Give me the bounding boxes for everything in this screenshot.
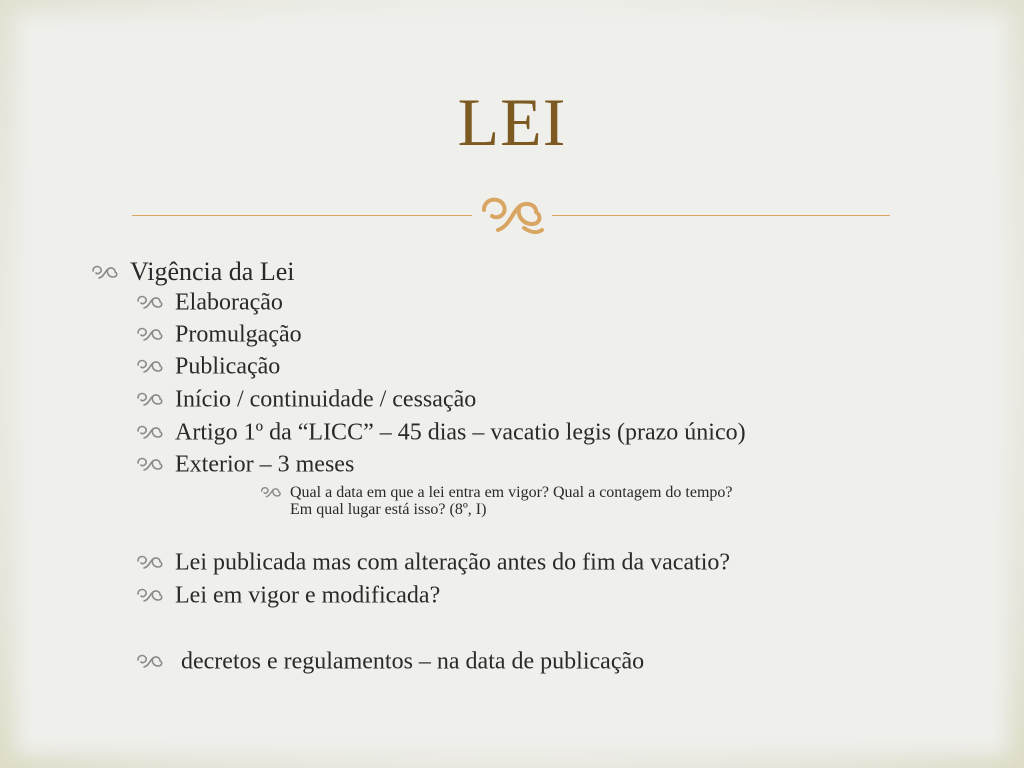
- slide-title: LEI: [457, 84, 567, 160]
- list-item-text: Artigo 1º da “LICC” – 45 dias – vacatio legis (prazo único): [175, 419, 746, 446]
- list-item-text: Publicação: [175, 353, 281, 380]
- fleuron-bullet-icon: [135, 652, 165, 670]
- title-divider-left: [132, 215, 472, 216]
- fleuron-bullet-icon: [135, 455, 165, 473]
- fleuron-bullet-icon: [135, 586, 165, 604]
- list-item-text: Vigência da Lei: [130, 257, 295, 287]
- fleuron-bullet-icon: [90, 263, 120, 281]
- list-item: [135, 646, 644, 675]
- list-item-text: Lei em vigor e modificada?: [175, 582, 441, 609]
- fleuron-bullet-icon: [135, 423, 165, 441]
- fleuron-bullet-icon: [135, 293, 165, 311]
- fleuron-bullet-icon: [258, 485, 284, 499]
- list-item-line: Em qual lugar está isso? (8º, I): [290, 501, 487, 518]
- list-item: [135, 287, 283, 316]
- list-item: [135, 417, 746, 446]
- list-item: [135, 384, 476, 413]
- list-item-text: Exterior – 3 meses: [175, 451, 355, 478]
- fleuron-bullet-icon: [135, 357, 165, 375]
- list-item: [135, 351, 280, 380]
- list-item: [135, 547, 730, 576]
- list-item: [135, 449, 354, 478]
- fleuron-bullet-icon: [135, 553, 165, 571]
- list-item-line: Qual a data em que a lei entra em vigor? Qual a contagem do tempo?: [290, 484, 733, 501]
- list-item: [90, 255, 294, 287]
- list-item-text: Início / continuidade / cessação: [175, 386, 477, 413]
- title-divider-right: [552, 215, 890, 216]
- list-item-text: Elaboração: [175, 289, 283, 316]
- list-item: [135, 319, 302, 348]
- list-item-text: Promulgação: [175, 321, 302, 348]
- fleuron-bullet-icon: [135, 325, 165, 343]
- list-item-text: [290, 484, 910, 518]
- fleuron-icon: [476, 190, 548, 238]
- list-item: [258, 484, 910, 518]
- list-item-text: decretos e regulamentos – na data de publicação: [175, 648, 645, 675]
- fleuron-bullet-icon: [135, 390, 165, 408]
- list-item: [135, 580, 440, 609]
- list-item-text: Lei publicada mas com alteração antes do fim da vacatio?: [175, 549, 731, 576]
